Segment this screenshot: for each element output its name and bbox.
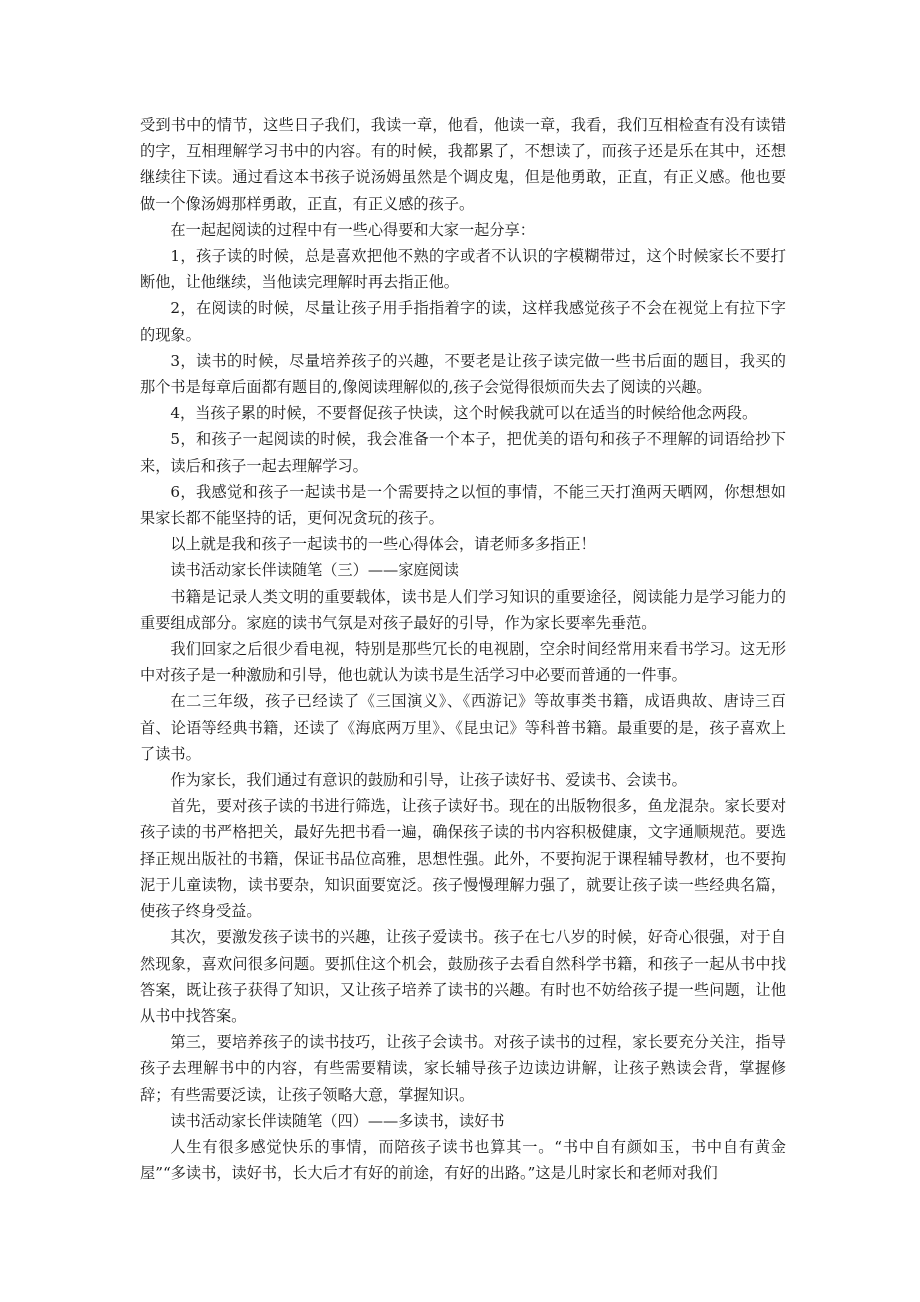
paragraph: 在二三年级，孩子已经读了《三国演义》、《西游记》等故事类书籍，成语典故、唐诗三百首、论语等经典书籍，还读了《海底两万里》、《昆虫记》等科普书籍。最重要的是，孩子喜欢上了读书。 (140, 692, 786, 763)
tip-item-2: 2，在阅读的时候，尽量让孩子用手指指着字的读，这样我感觉孩子不会在视觉上有拉下字的现象。 (140, 299, 786, 344)
paragraph: 我们回家之后很少看电视，特别是那些冗长的电视剧，空余时间经常用来看书学习。这无形中对孩子是一种激励和引导，他也就认为读书是生活学习中必要而普通的一件事。 (140, 640, 786, 685)
paragraph: 作为家长，我们通过有意识的鼓励和引导，让孩子读好书、爱读书、会读书。 (170, 771, 687, 790)
paragraph: 其次，要激发孩子读书的兴趣，让孩子爱读书。孩子在七八岁的时候，好奇心很强，对于自然现象，喜欢问很多问题。要抓住这个机会，鼓励孩子去看自然科学书籍，和孩子一起从书中找答案，既让孩子获得了知识，又让孩子培养了读书的兴趣。有时也不妨给孩子提一些问题，让他从书中找答案。 (140, 928, 786, 1025)
tip-item-4: 4，当孩子累的时候，不要督促孩子快读，这个时候我就可以在适当的时候给他念两段。 (170, 404, 758, 423)
tip-item-5: 5，和孩子一起阅读的时候，我会准备一个本子，把优美的语句和孩子不理解的词语给抄下来，读后和孩子一起去理解学习。 (140, 430, 786, 475)
tip-item-6: 6，我感觉和孩子一起读书是一个需要持之以恒的事情，不能三天打渔两天晒网，你想想如果家长都不能坚持的话，更何况贪玩的孩子。 (140, 482, 786, 528)
paragraph-continued: 受到书中的情节，这些日子我们，我读一章，他看，他读一章，我看，我们互相检查有没有读错的字，互相理解学习书中的内容。有的时候，我都累了，不想读了，而孩子还是乐在其中，还想继续往下读。通过看这本书孩子说汤姆虽然是个调皮鬼，但是他勇敢，正直，有正义感。他也要做一个像汤姆那样勇敢，正直，有正义感的孩子。 (140, 116, 786, 213)
paragraph: 书籍是记录人类文明的重要载体，读书是人们学习知识的重要途径，阅读能力是学习能力的重要组成部分。家庭的读书气氛是对孩子最好的引导，作为家长要率先垂范。 (140, 587, 786, 632)
document-body (140, 112, 786, 1186)
tip-item-3: 3，读书的时候，尽量培养孩子的兴趣，不要老是让孩子读完做一些书后面的题目，我买的那个书是每章后面都有题目的,像阅读理解似的,孩子会觉得很烦而失去了阅读的兴趣。 (140, 351, 786, 397)
paragraph-intro-sharing: 在一起起阅读的过程中有一些心得要和大家一起分享： (170, 220, 535, 239)
paragraph: 首先，要对孩子读的书进行筛选，让孩子读好书。现在的出版物很多，鱼龙混杂。家长要对孩子读的书严格把关，最好先把书看一遍，确保孩子读的书内容积极健康，文字通顺规范。要选择正规出版社的书籍，保证书品位高雅，思想性强。此外，不要拘泥于课程辅导教材，也不要拘泥于儿童读物，读书要杂，知识面要宽泛。孩子慢慢理解力强了，就要让孩子读一些经典名篇，使孩子终身受益。 (140, 797, 786, 921)
tip-item-1: 1，孩子读的时候，总是喜欢把他不熟的字或者不认识的字模糊带过，这个时候家长不要打断他，让他继续，当他读完理解时再去指正他。 (140, 247, 786, 292)
paragraph: 第三，要培养孩子的读书技巧，让孩子会读书。对孩子读书的过程，家长要充分关注，指导孩子去理解书中的内容，有些需要精读，家长辅导孩子边读边讲解，让孩子熟读会背，掌握修辞；有些需要泛读，让孩子领略大意，掌握知识。 (140, 1033, 786, 1104)
paragraph: 人生有很多感觉快乐的事情，而陪孩子读书也算其一。“书中自有颜如玉，书中自有黄金屋”“多读书，读好书，长大后才有好的前途，有好的出路。”这是儿时家长和老师对我们 (140, 1137, 786, 1183)
section-title-4: 读书活动家长伴读随笔（四）——多读书，读好书 (170, 1111, 505, 1130)
paragraph-closing: 以上就是我和孩子一起读书的一些心得体会，请老师多多指正！ (170, 535, 596, 554)
section-title-3: 读书活动家长伴读随笔（三）——家庭阅读 (170, 561, 459, 580)
